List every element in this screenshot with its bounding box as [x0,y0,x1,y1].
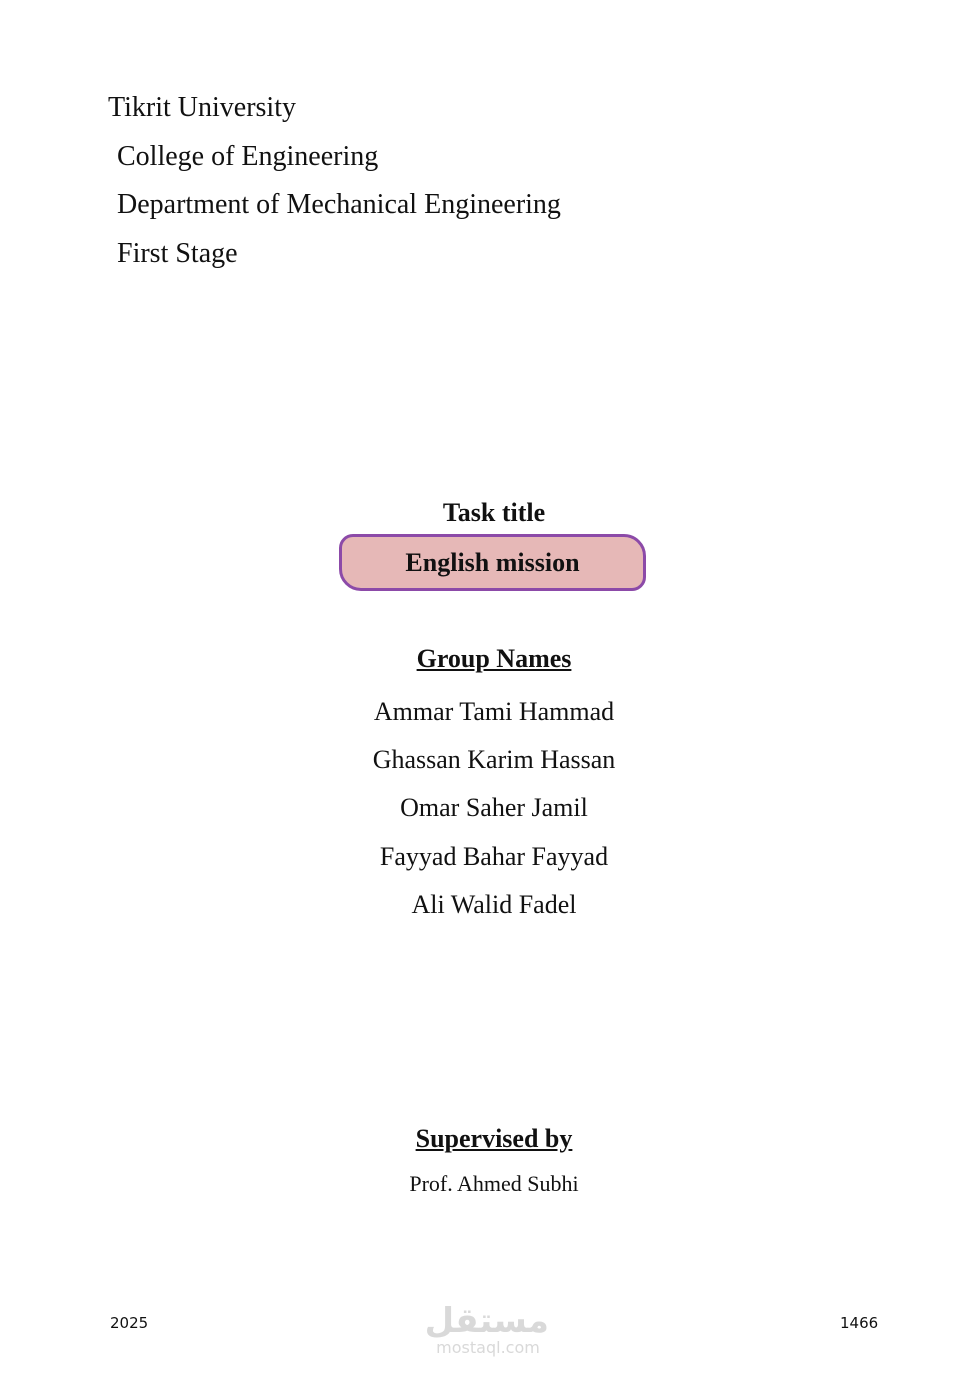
watermark-latin-text: mostaql.com [436,1338,540,1357]
stage-label: First Stage [117,238,238,270]
mostaql-watermark [424,1301,549,1357]
group-member: Ghassan Karim Hassan [372,745,616,775]
task-title-label: Task title [442,498,546,527]
supervisor-name: Prof. Ahmed Subhi [409,1171,579,1196]
group-member: Fayyad Bahar Fayyad [379,841,609,871]
college-name: College of Engineering [117,140,379,172]
task-title-text: English mission [405,547,580,577]
footer-hijri-year: 1466 [840,1314,879,1332]
task-title-box [339,534,646,591]
university-name: Tikrit University [108,92,296,123]
group-names-heading: Group Names [416,644,572,673]
group-member-list [0,688,976,929]
institution-header [108,84,561,279]
department-name: Department of Mechanical Engineering [117,189,561,221]
supervised-by-heading: Supervised by [415,1124,573,1153]
group-member: Omar Saher Jamil [400,793,588,823]
group-member: Ali Walid Fadel [411,889,577,919]
group-member: Ammar Tami Hammad [373,697,615,726]
footer-year: 2025 [110,1314,149,1332]
watermark-arabic-text: مستقل [424,1301,549,1341]
